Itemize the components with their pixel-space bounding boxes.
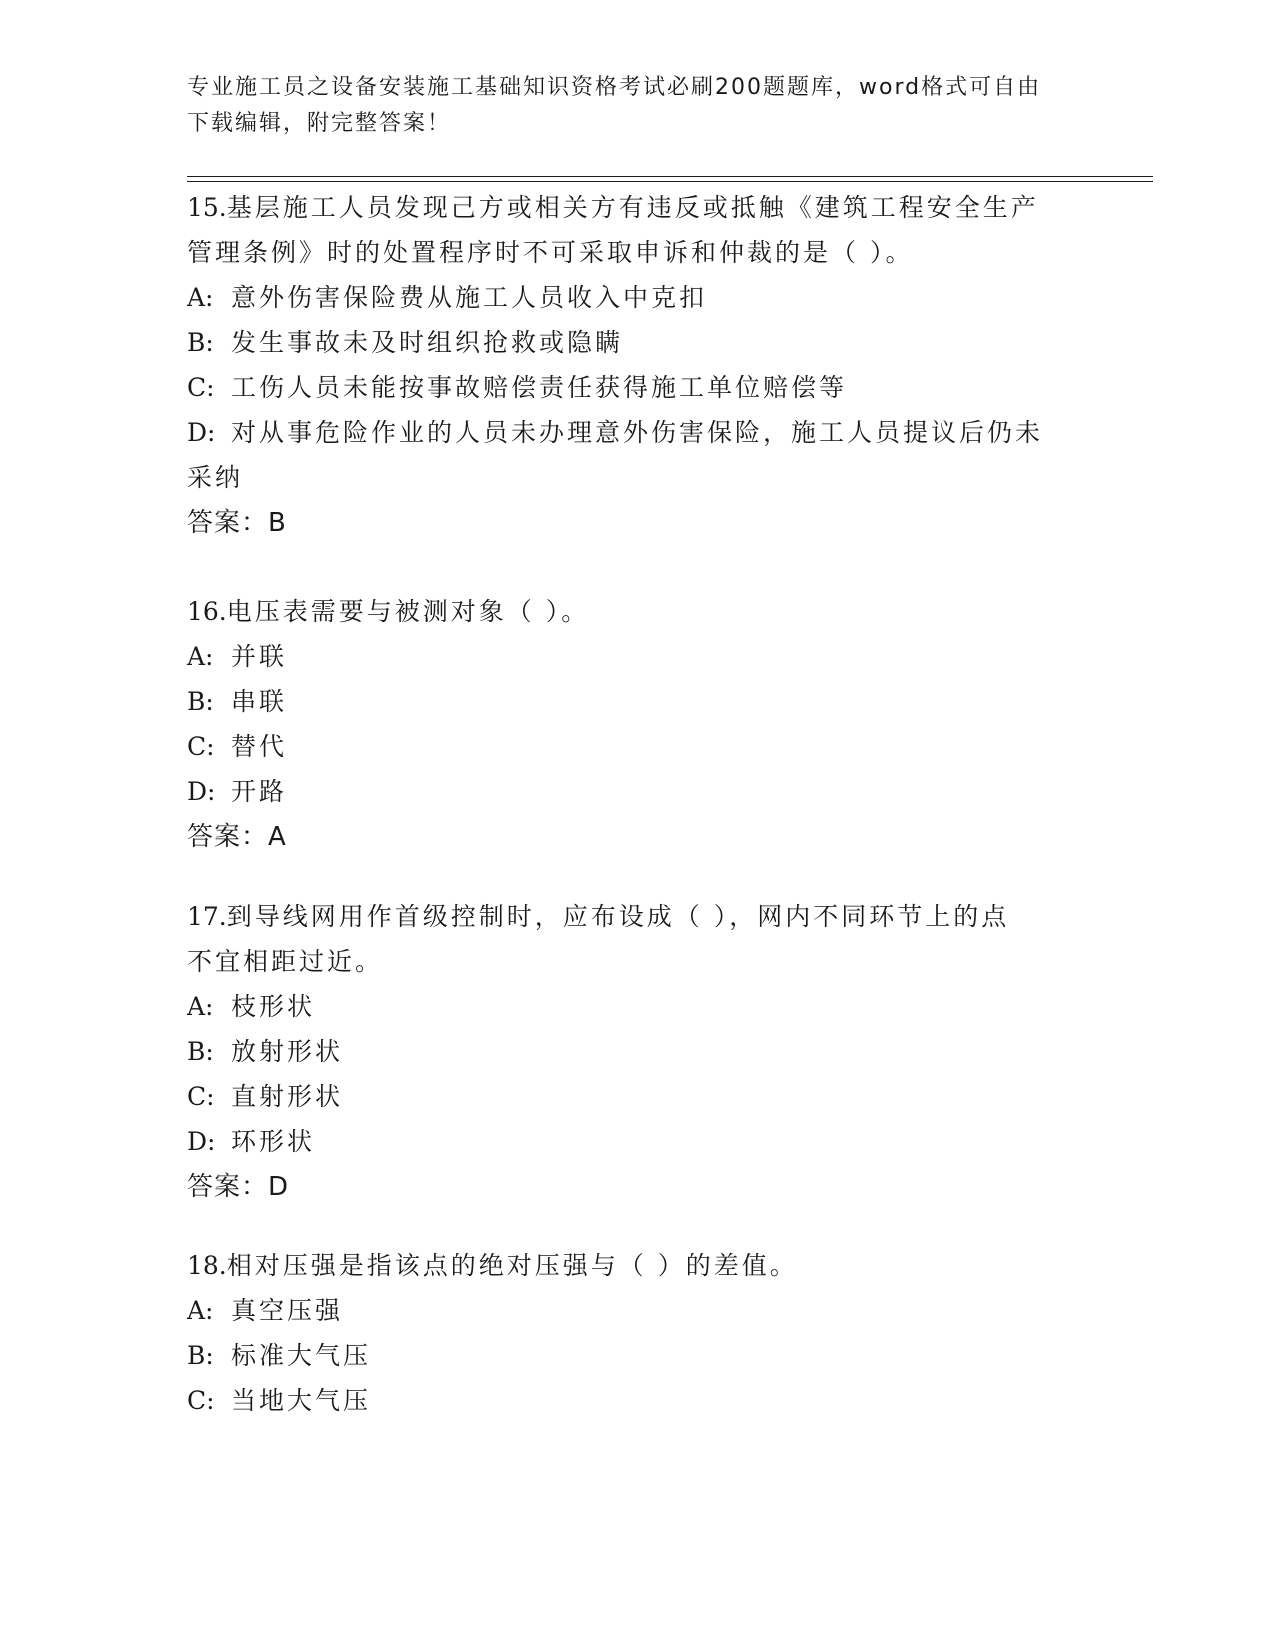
option-a: A: 意外伤害保险费从施工人员收入中克扣 [187, 283, 708, 312]
header-line-2: 下载编辑，附完整答案！ [187, 111, 452, 136]
question-stem: 18.相对压强是指该点的绝对压强与（ ）的差值。 [187, 1251, 798, 1280]
question-stem: 15.基层施工人员发现己方或相关方有违反或抵触《建筑工程安全生产 [187, 193, 1039, 222]
option-c: C: 直射形状 [187, 1082, 344, 1111]
option-c: C: 工伤人员未能按事故赔偿责任获得施工单位赔偿等 [187, 373, 848, 402]
answer-line: 答案：B [187, 508, 287, 538]
option-b: B: 串联 [187, 687, 288, 716]
option-a: A: 并联 [187, 642, 288, 671]
question-stem-continued: 管理条例》时的处置程序时不可采取申诉和仲裁的是（ ）。 [187, 238, 914, 267]
option-c: C: 当地大气压 [187, 1386, 372, 1415]
option-d: D: 环形状 [187, 1127, 316, 1156]
option-a: A: 枝形状 [187, 992, 316, 1021]
question-stem: 17.到导线网用作首级控制时，应布设成（ ），网内不同环节上的点 [187, 902, 1010, 931]
header-divider-bottom [187, 181, 1153, 182]
question-17 [187, 894, 1067, 1210]
question-stem-continued: 不宜相距过近。 [187, 947, 384, 976]
option-b: B: 发生事故未及时组织抢救或隐瞒 [187, 328, 624, 357]
answer-value: D [268, 1172, 290, 1202]
question-18 [187, 1243, 1067, 1423]
option-b: B: 放射形状 [187, 1037, 344, 1066]
header-divider-top [187, 176, 1153, 177]
answer-line: 答案：D [187, 1172, 290, 1202]
option-d-continued: 采纳 [187, 463, 244, 492]
option-d: D: 对从事危险作业的人员未办理意外伤害保险，施工人员提议后仍未 [187, 418, 1044, 447]
option-b: B: 标准大气压 [187, 1341, 372, 1370]
header-line-1: 专业施工员之设备安装施工基础知识资格考试必刷200题题库，word格式可自由 [187, 75, 1042, 100]
option-c: C: 替代 [187, 732, 288, 761]
answer-value: A [268, 822, 287, 852]
question-16 [187, 589, 1067, 860]
option-d: D: 开路 [187, 777, 288, 806]
option-a: A: 真空压强 [187, 1296, 344, 1325]
answer-line: 答案：A [187, 822, 287, 852]
question-15 [187, 185, 1067, 546]
question-stem: 16.电压表需要与被测对象（ ）。 [187, 597, 590, 626]
answer-value: B [268, 508, 287, 538]
document-header [187, 70, 1067, 142]
